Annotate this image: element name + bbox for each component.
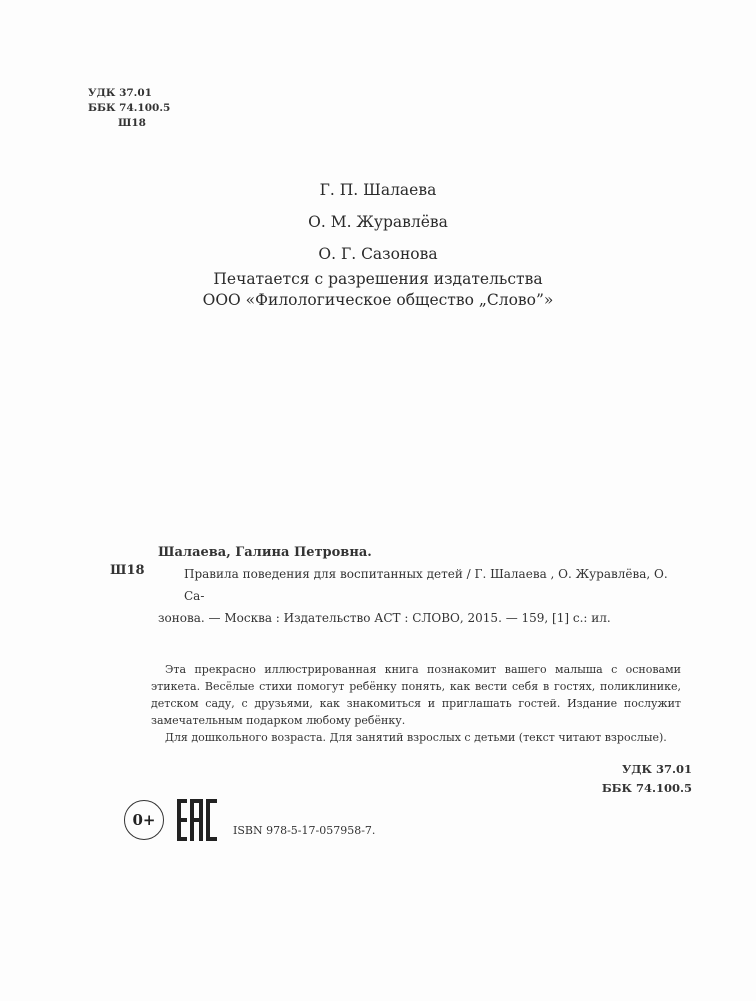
author-name: О. М. Журавлёва xyxy=(308,213,448,231)
udk-code: УДК 37.01 xyxy=(88,87,152,99)
udk-classification-top xyxy=(88,86,170,131)
udk-code: УДК 37.01 xyxy=(621,762,692,776)
eac-certification-icon xyxy=(175,797,219,843)
bbk-code: ББК 74.100.5 xyxy=(88,102,171,114)
age-rating-text: 0+ xyxy=(132,811,156,829)
author-name: О. Г. Сазонова xyxy=(318,245,438,263)
publisher-permission xyxy=(0,269,756,311)
book-annotation xyxy=(151,661,681,746)
bibliographic-line: зонова. — Москва : Издательство АСТ : СЛОВО, 2015. — 159, [1] с.: ил. xyxy=(158,611,611,625)
author-name: Г. П. Шалаева xyxy=(319,181,437,199)
permission-line: ООО «Филологическое общество „Слово”» xyxy=(202,291,554,309)
annotation-paragraph: Эта прекрасно иллюстрированная книга познакомит вашего малыша с основами этикета. Весёлые стихи помогут ребёнку понять, как вести себя в гостях, поликлинике, детском саду, с друзьями, как знакомиться и приглашать гостей. Издание послужит замечательным подарком любому ребёнку. xyxy=(151,663,681,727)
bibliographic-line: Правила поведения для воспитанных детей / Г. Шалаева , О. Журавлёва, О. Са- xyxy=(184,567,668,603)
permission-line: Печатается с разрешения издательства xyxy=(213,270,543,288)
bbk-code: ББК 74.100.5 xyxy=(601,781,692,795)
udk-classification-bottom xyxy=(602,760,692,798)
author-sign-code: Ш18 xyxy=(118,117,146,129)
bibliographic-description xyxy=(158,563,686,629)
bibliographic-author-heading: Шалаева, Галина Петровна. xyxy=(158,545,372,560)
bibliographic-code: Ш18 xyxy=(110,563,145,578)
age-rating-badge xyxy=(124,800,164,840)
authors-list xyxy=(0,174,756,270)
isbn-number: ISBN 978-5-17-057958-7. xyxy=(233,824,376,837)
annotation-audience: Для дошкольного возраста. Для занятий взрослых с детьми (текст читают взрослые). xyxy=(165,731,667,744)
